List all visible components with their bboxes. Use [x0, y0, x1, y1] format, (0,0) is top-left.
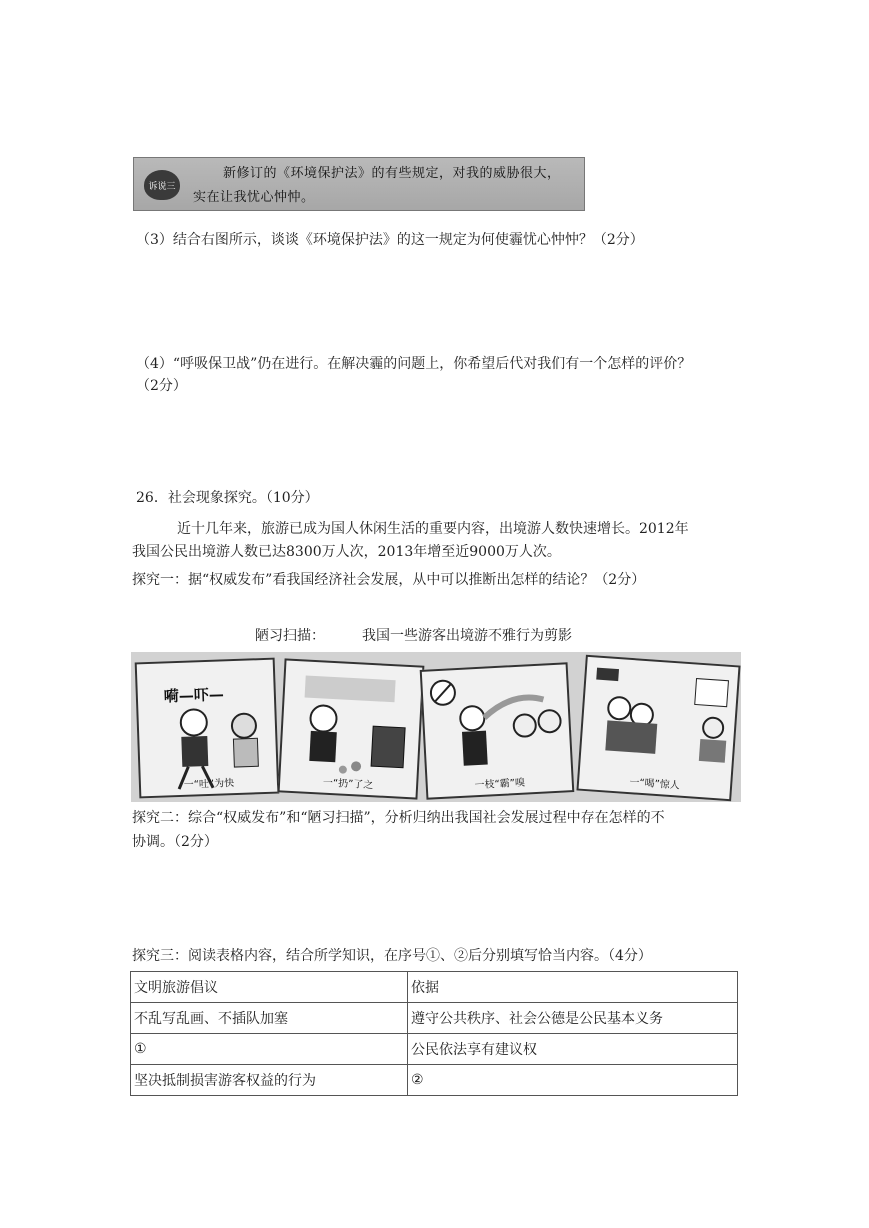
shouting-figure-icon [580, 661, 741, 782]
intro-paragraph-line-1: 近十几年来，旅游已成为国人休闲生活的重要内容，出境游人数快速增长。2012年 [177, 521, 689, 537]
question-4-line-2: （2分） [136, 378, 187, 394]
table-cell: 公民依法享有建议权 [408, 1034, 738, 1065]
question-4-line-1: （4）“呼吸保卫战”仍在进行。在解决霾的问题上，你希望后代对我们有一个怎样的评价？ [136, 356, 692, 372]
table-cell: ② [408, 1065, 738, 1096]
speech-badge-icon [144, 170, 180, 200]
table-cell: 坚决抵制损害游客权益的行为 [131, 1065, 408, 1096]
scan-title: 我国一些游客出境游不雅行为剪影 [362, 628, 572, 644]
cartoon-panel-smoking [420, 662, 575, 800]
table-row [131, 1034, 738, 1065]
cartoon-caption: 一“喝”惊人 [629, 777, 681, 792]
banner-line-2: 实在让我忧心忡忡。 [193, 190, 315, 205]
cartoon-panel-shouting [576, 655, 740, 801]
scan-label: 陋习扫描： [255, 628, 325, 644]
littering-figure-icon [280, 667, 424, 784]
banner-line-1: 新修订的《环境保护法》的有些规定，对我的威胁很大， [223, 166, 561, 181]
explore-2-line-2: 协调。（2分） [132, 834, 218, 850]
table-cell: 遵守公共秩序、社会公德是公民基本义务 [408, 1003, 738, 1034]
table-row [131, 1003, 738, 1034]
table-header-row [131, 972, 738, 1003]
cartoon-panel-littering [278, 658, 425, 799]
cartoon-panel-spitting [135, 658, 280, 799]
table-row [131, 1065, 738, 1096]
speech-banner [133, 157, 585, 211]
cartoon-caption: 一“扔”了之 [322, 777, 374, 792]
smoking-figure-icon [422, 668, 574, 776]
explore-3: 探究三：阅读表格内容，结合所学知识，在序号①、②后分别填写恰当内容。（4分） [132, 948, 652, 964]
question-3: （3）结合右图所示，谈谈《环境保护法》的这一规定为何使霾忧心忡忡？（2分） [136, 232, 644, 248]
cartoon-caption: 一“吐”为快 [183, 778, 235, 791]
cartoon-shout: 嗬—吓— [163, 685, 225, 706]
question-26-title: 26．社会现象探究。（10分） [136, 490, 319, 506]
cartoon-caption: 一枝“霸”嗅 [474, 777, 526, 792]
badge-label: 诉说三 [148, 182, 176, 192]
explore-2-line-1: 探究二：综合“权威发布”和“陋习扫描”，分析归纳出我国社会发展过程中存在怎样的不 [132, 810, 665, 826]
cartoon-strip [131, 652, 741, 802]
table-header-cell: 文明旅游倡议 [131, 972, 408, 1003]
explore-1: 探究一：据“权威发布”看我国经济社会发展，从中可以推断出怎样的结论？（2分） [132, 572, 646, 588]
intro-paragraph-line-2: 我国公民出境游人数已达8300万人次，2013年增至近9000万人次。 [132, 544, 561, 560]
table-cell: 不乱写乱画、不插队加塞 [131, 1003, 408, 1034]
civilized-travel-table [130, 971, 738, 1096]
table-header-cell: 依据 [408, 972, 738, 1003]
table-cell: ① [131, 1034, 408, 1065]
